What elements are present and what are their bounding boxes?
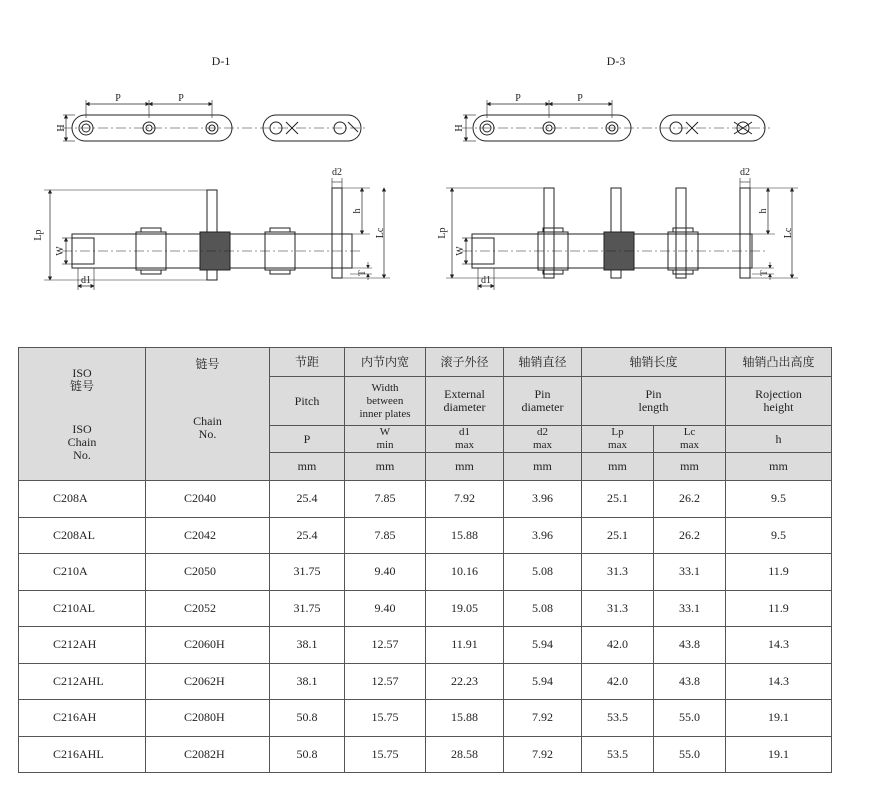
cell-roller-dia: 28.58 bbox=[426, 736, 504, 773]
cell-lc: 55.0 bbox=[654, 700, 726, 737]
d1-side-view bbox=[44, 178, 390, 290]
header-width-sym: W min bbox=[345, 426, 426, 453]
d3-t-label: T bbox=[759, 270, 769, 276]
diagram-d3-label: D-3 bbox=[606, 54, 626, 68]
cell-pitch: 25.4 bbox=[270, 481, 345, 518]
header-chain-no bbox=[146, 348, 270, 481]
cell-lp: 25.1 bbox=[582, 517, 654, 554]
cell-lc: 33.1 bbox=[654, 554, 726, 591]
cell-pitch: 50.8 bbox=[270, 736, 345, 773]
d3-top-view bbox=[462, 100, 770, 141]
d3-pitch-label: P bbox=[515, 93, 521, 104]
table-row bbox=[19, 590, 832, 627]
header-roller-zh: 滚子外径 bbox=[426, 348, 504, 377]
header-unit: mm bbox=[582, 453, 654, 481]
cell-projection: 19.1 bbox=[726, 700, 832, 737]
cell-pitch: 25.4 bbox=[270, 517, 345, 554]
cell-lp: 53.5 bbox=[582, 736, 654, 773]
header-unit: mm bbox=[345, 453, 426, 481]
table-body bbox=[19, 481, 832, 773]
cell-width: 15.75 bbox=[345, 736, 426, 773]
cell-lc: 43.8 bbox=[654, 663, 726, 700]
cell-width: 9.40 bbox=[345, 590, 426, 627]
cell-iso-chain: C210A bbox=[19, 554, 146, 591]
cell-lp: 42.0 bbox=[582, 663, 654, 700]
header-roller-en: External diameter bbox=[426, 377, 504, 426]
header-iso-zh: ISO 链号 bbox=[69, 365, 94, 393]
d3-h-label: h bbox=[758, 208, 769, 214]
cell-roller-dia: 7.92 bbox=[426, 481, 504, 518]
diagram-d3 bbox=[437, 54, 798, 290]
table-row bbox=[19, 663, 832, 700]
header-pitch-en: Pitch bbox=[270, 377, 345, 426]
d1-w-label: W bbox=[55, 246, 66, 256]
cell-chain-no: C2050 bbox=[146, 554, 270, 591]
cell-projection: 11.9 bbox=[726, 590, 832, 627]
diagram-d1 bbox=[33, 54, 390, 290]
d3-d1-label: d1 bbox=[481, 275, 491, 286]
cell-chain-no: C2060H bbox=[146, 627, 270, 664]
table-row bbox=[19, 517, 832, 554]
header-unit: mm bbox=[654, 453, 726, 481]
cell-lc: 55.0 bbox=[654, 736, 726, 773]
cell-pin-dia: 5.08 bbox=[504, 554, 582, 591]
cell-iso-chain: C216AH bbox=[19, 700, 146, 737]
cell-width: 12.57 bbox=[345, 627, 426, 664]
header-pin-en: Pin diameter bbox=[504, 377, 582, 426]
cell-projection: 9.5 bbox=[726, 481, 832, 518]
cell-pitch: 31.75 bbox=[270, 554, 345, 591]
header-pinlen-zh: 轴销长度 bbox=[582, 348, 726, 377]
cell-chain-no: C2082H bbox=[146, 736, 270, 773]
cell-pitch: 50.8 bbox=[270, 700, 345, 737]
cell-projection: 14.3 bbox=[726, 663, 832, 700]
cell-roller-dia: 15.88 bbox=[426, 517, 504, 554]
header-pinlen-en: Pin length bbox=[582, 377, 726, 426]
header-unit: mm bbox=[726, 453, 832, 481]
header-roller-sym: d1 max bbox=[426, 426, 504, 453]
cell-width: 7.85 bbox=[345, 481, 426, 518]
cell-roller-dia: 11.91 bbox=[426, 627, 504, 664]
header-proj-sym: h bbox=[726, 426, 832, 453]
cell-chain-no: C2040 bbox=[146, 481, 270, 518]
cell-chain-no: C2052 bbox=[146, 590, 270, 627]
cell-roller-dia: 15.88 bbox=[426, 700, 504, 737]
header-width-en: Width between inner plates bbox=[345, 377, 426, 426]
cell-width: 12.57 bbox=[345, 663, 426, 700]
cell-pin-dia: 7.92 bbox=[504, 700, 582, 737]
cell-roller-dia: 19.05 bbox=[426, 590, 504, 627]
cell-width: 9.40 bbox=[345, 554, 426, 591]
cell-pin-dia: 5.94 bbox=[504, 627, 582, 664]
cell-width: 15.75 bbox=[345, 700, 426, 737]
header-width-zh: 内节内宽 bbox=[345, 348, 426, 377]
d3-w-label: W bbox=[455, 246, 466, 256]
table-row bbox=[19, 554, 832, 591]
d3-height-label: H bbox=[454, 124, 465, 132]
cell-iso-chain: C212AHL bbox=[19, 663, 146, 700]
d1-d2-label: d2 bbox=[332, 167, 342, 178]
cell-pitch: 38.1 bbox=[270, 627, 345, 664]
header-proj-zh: 轴销凸出高度 bbox=[726, 348, 832, 377]
d1-lp-label: Lp bbox=[33, 229, 44, 241]
cell-pin-dia: 3.96 bbox=[504, 481, 582, 518]
table-row bbox=[19, 627, 832, 664]
d1-height-label: H bbox=[56, 124, 67, 132]
cell-iso-chain: C212AH bbox=[19, 627, 146, 664]
spec-table bbox=[18, 347, 832, 773]
table-header bbox=[19, 348, 832, 481]
d1-top-view bbox=[62, 100, 365, 141]
header-pin-sym: d2 max bbox=[504, 426, 582, 453]
header-pin-zh: 轴销直径 bbox=[504, 348, 582, 377]
cell-pitch: 31.75 bbox=[270, 590, 345, 627]
cell-roller-dia: 10.16 bbox=[426, 554, 504, 591]
d1-pitch-label: P bbox=[115, 93, 121, 104]
cell-projection: 9.5 bbox=[726, 517, 832, 554]
d3-side-view bbox=[446, 178, 798, 290]
cell-iso-chain: C216AHL bbox=[19, 736, 146, 773]
chain-diagrams bbox=[0, 0, 881, 340]
cell-lp: 42.0 bbox=[582, 627, 654, 664]
diagram-d1-label: D-1 bbox=[211, 54, 231, 68]
cell-lc: 33.1 bbox=[654, 590, 726, 627]
cell-lc: 26.2 bbox=[654, 481, 726, 518]
header-iso-en: ISO Chain No. bbox=[67, 421, 97, 462]
cell-lc: 43.8 bbox=[654, 627, 726, 664]
cell-iso-chain: C210AL bbox=[19, 590, 146, 627]
header-unit: mm bbox=[426, 453, 504, 481]
cell-pin-dia: 5.08 bbox=[504, 590, 582, 627]
cell-iso-chain: C208A bbox=[19, 481, 146, 518]
header-iso-chain bbox=[19, 348, 146, 481]
header-pitch-sym: P bbox=[270, 426, 345, 453]
cell-iso-chain: C208AL bbox=[19, 517, 146, 554]
cell-roller-dia: 22.23 bbox=[426, 663, 504, 700]
cell-projection: 14.3 bbox=[726, 627, 832, 664]
header-chain-zh: 链号 bbox=[195, 357, 220, 371]
cell-pin-dia: 3.96 bbox=[504, 517, 582, 554]
table-row bbox=[19, 700, 832, 737]
cell-lc: 26.2 bbox=[654, 517, 726, 554]
header-chain-en: Chain No. bbox=[193, 414, 222, 441]
header-proj-en: Rojection height bbox=[726, 377, 832, 426]
cell-width: 7.85 bbox=[345, 517, 426, 554]
d3-pitch-label-2: P bbox=[577, 93, 583, 104]
d1-lc-label: Lc bbox=[375, 227, 386, 239]
table-row bbox=[19, 481, 832, 518]
cell-chain-no: C2062H bbox=[146, 663, 270, 700]
d3-lc-label: Lc bbox=[783, 227, 794, 239]
cell-lp: 31.3 bbox=[582, 590, 654, 627]
cell-lp: 31.3 bbox=[582, 554, 654, 591]
cell-lp: 25.1 bbox=[582, 481, 654, 518]
cell-pin-dia: 7.92 bbox=[504, 736, 582, 773]
cell-projection: 19.1 bbox=[726, 736, 832, 773]
d1-h-label: h bbox=[352, 208, 363, 214]
cell-pin-dia: 5.94 bbox=[504, 663, 582, 700]
header-lp-sym: Lp max bbox=[582, 426, 654, 453]
d1-d1-label: d1 bbox=[81, 275, 91, 286]
table-row bbox=[19, 736, 832, 773]
d1-t-label: T bbox=[357, 270, 367, 276]
d3-d2-label: d2 bbox=[740, 167, 750, 178]
cell-lp: 53.5 bbox=[582, 700, 654, 737]
cell-chain-no: C2042 bbox=[146, 517, 270, 554]
header-pitch-zh: 节距 bbox=[270, 348, 345, 377]
header-unit: mm bbox=[504, 453, 582, 481]
header-unit: mm bbox=[270, 453, 345, 481]
cell-chain-no: C2080H bbox=[146, 700, 270, 737]
d1-pitch-label-2: P bbox=[178, 93, 184, 104]
d3-lp-label: Lp bbox=[437, 227, 448, 239]
header-lc-sym: Lc max bbox=[654, 426, 726, 453]
cell-projection: 11.9 bbox=[726, 554, 832, 591]
cell-pitch: 38.1 bbox=[270, 663, 345, 700]
